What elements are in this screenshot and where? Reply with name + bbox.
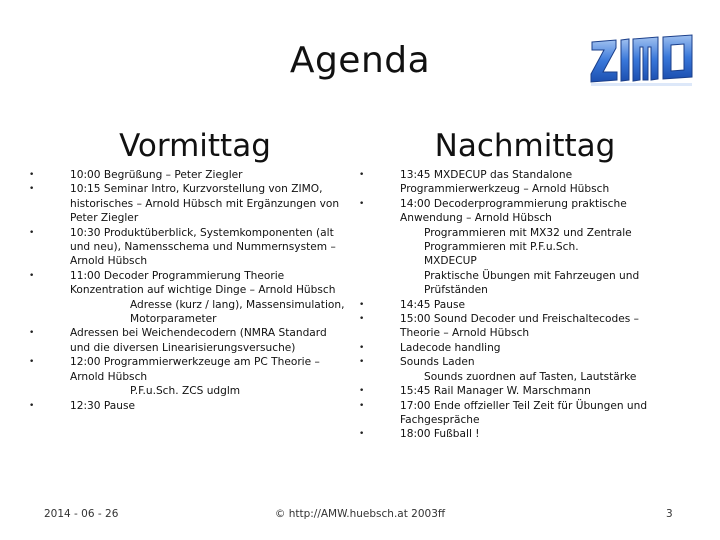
agenda-line: Programmieren mit MX32 und Zentrale [424,226,632,239]
agenda-line: • 11:00 Decoder Programmierung Theorie [70,269,360,283]
agenda-line: historisches – Arnold Hübsch mit Ergänzungen von [70,197,340,210]
agenda-line: P.F.u.Sch. ZCS udglm [130,385,241,398]
agenda-line: und die diversen Linearisierungsversuche) [70,341,296,354]
agenda-line: • 17:00 Ende offzieller Teil Zeit für Übungen und [400,399,680,413]
agenda-line: Praktische Übungen mit Fahrzeugen und [424,269,640,282]
morning-agenda-list [70,168,360,413]
agenda-line: Adresse (kurz / lang), Massensimulation, [130,298,345,311]
agenda-line: • 12:30 Pause [70,399,360,413]
agenda-line: • 13:45 MXDECUP das Standalone [400,168,680,182]
agenda-line: • 14:00 Decoderprogrammierung praktische [400,197,680,211]
agenda-line: MXDECUP [424,255,477,268]
footer-copyright: © http://AMW.huebsch.at 2003ff [274,508,446,520]
agenda-line: Motorparameter [130,313,217,326]
agenda-line: • 10:00 Begrüßung – Peter Ziegler [70,168,360,182]
agenda-line: • Ladecode handling [400,341,680,355]
agenda-line: und neu), Namensschema und Nummernsystem – [70,241,336,254]
agenda-line: • 10:30 Produktüberblick, Systemkomponenten (alt [70,226,360,240]
agenda-line: Programmierwerkzeug – Arnold Hübsch [400,183,610,196]
slide-title: Agenda [289,40,431,81]
agenda-line: Anwendung – Arnold Hübsch [400,212,552,225]
agenda-line: Theorie – Arnold Hübsch [400,327,530,340]
agenda-line: Sounds zuordnen auf Tasten, Lautstärke [424,370,637,383]
agenda-line: Konzentration auf wichtige Dinge – Arnold Hübsch [70,284,336,297]
agenda-line: • 10:15 Seminar Intro, Kurzvorstellung von ZIMO, [70,182,360,196]
agenda-line: Arnold Hübsch [70,370,148,383]
agenda-line: • 18:00 Fußball ! [400,427,680,441]
agenda-line: • Sounds Laden [400,355,680,369]
agenda-line: • 15:45 Rail Manager W. Marschmann [400,384,680,398]
agenda-line: • Adressen bei Weichendecodern (NMRA Standard [70,326,360,340]
agenda-line: Peter Ziegler [70,212,139,225]
agenda-line: Programmieren mit P.F.u.Sch. [424,241,579,254]
afternoon-heading: Nachmittag [434,128,616,164]
page-number: 3 [666,508,673,520]
agenda-line: Fachgespräche [400,413,480,426]
footer-date: 2014 - 06 - 26 [44,508,119,520]
zimo-logo [588,28,696,92]
agenda-line: Prüfständen [424,284,488,297]
afternoon-agenda-list [400,168,680,442]
morning-heading: Vormittag [119,128,271,164]
agenda-line: Arnold Hübsch [70,255,148,268]
agenda-line: • 15:00 Sound Decoder und Freischaltecodes – [400,312,680,326]
agenda-line: • 12:00 Programmierwerkzeuge am PC Theorie – [70,355,360,369]
agenda-line: • 14:45 Pause [400,298,680,312]
